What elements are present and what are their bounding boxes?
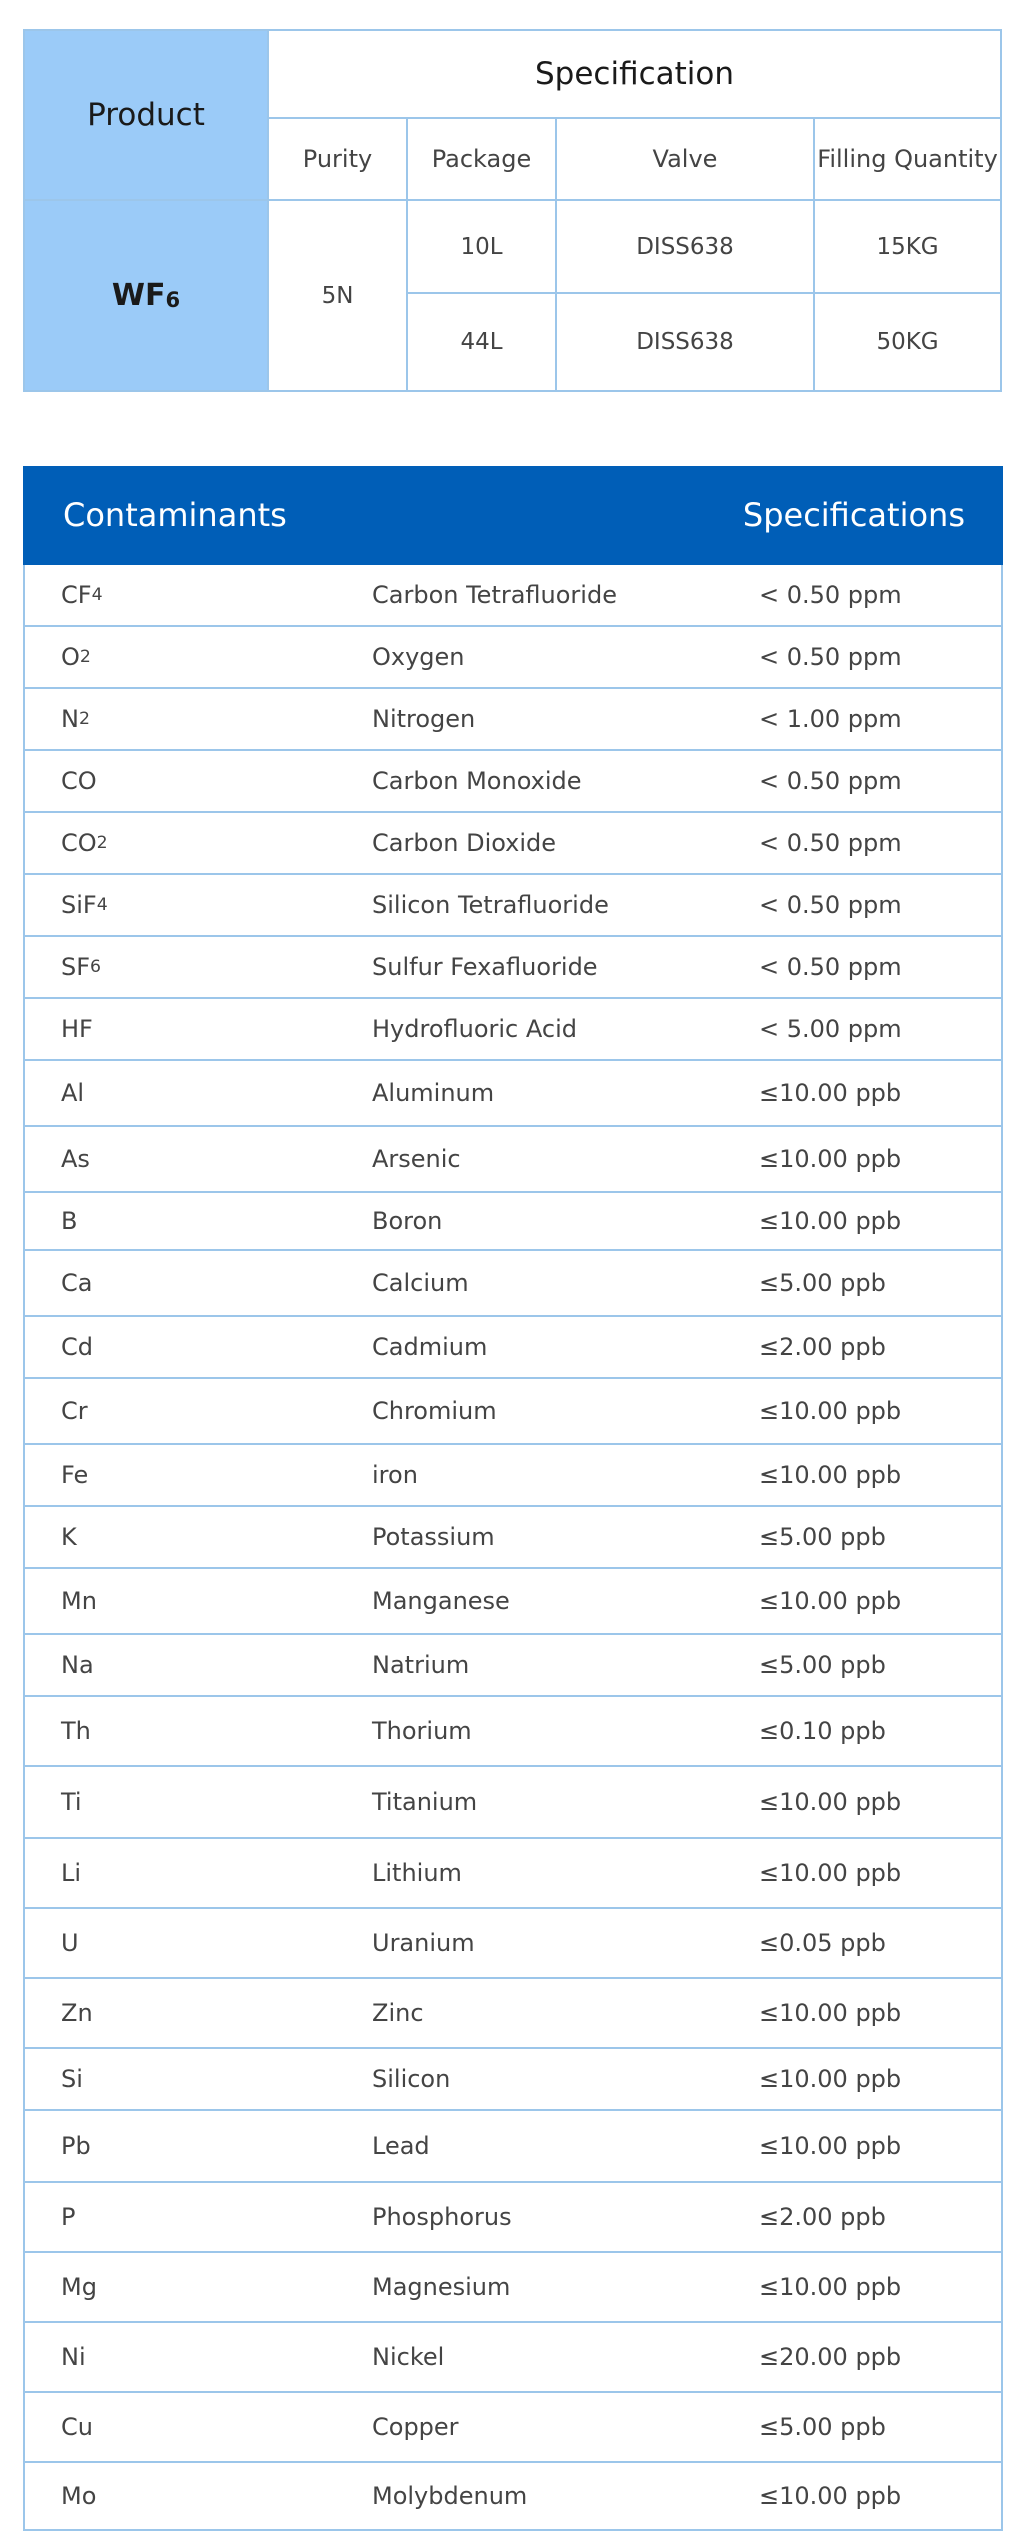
- contaminant-symbol: Ca: [61, 1269, 93, 1297]
- contaminant-symbol: SiF 4: [61, 891, 108, 919]
- product-spec-table: [23, 29, 1002, 392]
- contaminant-spec: ≤10.00 ppb: [759, 1397, 902, 1425]
- contaminant-spec: ≤10.00 ppb: [759, 1999, 902, 2027]
- contaminants-table-header: [23, 466, 1003, 565]
- contaminant-name: Phosphorus: [372, 2203, 512, 2231]
- contaminant-spec: < 5.00 ppm: [759, 1015, 902, 1043]
- contaminant-spec: ≤0.05 ppb: [759, 1929, 886, 1957]
- contaminant-spec: ≤10.00 ppb: [759, 2065, 902, 2093]
- contaminant-symbol: Cd: [61, 1333, 93, 1361]
- contaminant-name: Boron: [372, 1207, 443, 1235]
- table-row: [25, 689, 1001, 751]
- contaminants-header-label: Contaminants: [63, 496, 287, 534]
- product-name-cell: [24, 200, 268, 391]
- product-header-cell: [24, 30, 268, 200]
- contaminant-symbol: Cr: [61, 1397, 88, 1425]
- contaminant-spec: ≤5.00 ppb: [759, 1523, 886, 1551]
- contaminant-symbol: SF 6: [61, 953, 102, 981]
- contaminant-spec: < 0.50 ppm: [759, 829, 902, 857]
- package-cell: 10L: [407, 200, 556, 293]
- contaminant-spec: ≤10.00 ppb: [759, 1461, 902, 1489]
- contaminant-spec: ≤10.00 ppb: [759, 1079, 902, 1107]
- contaminant-name: Manganese: [372, 1587, 510, 1615]
- table-row: [25, 1445, 1001, 1507]
- table-row: [25, 875, 1001, 937]
- contaminant-name: Carbon Monoxide: [372, 767, 582, 795]
- valve-cell: DISS638: [556, 200, 814, 293]
- table-row: [25, 1379, 1001, 1445]
- contaminant-name: Nickel: [372, 2343, 445, 2371]
- contaminant-symbol: Zn: [61, 1999, 93, 2027]
- contaminant-name: Nitrogen: [372, 705, 476, 733]
- contaminant-symbol: P: [61, 2203, 76, 2231]
- contaminant-symbol: Th: [61, 1717, 91, 1745]
- contaminant-symbol: Mn: [61, 1587, 97, 1615]
- contaminant-symbol: Mo: [61, 2482, 97, 2510]
- contaminant-symbol: Si: [61, 2065, 83, 2093]
- contaminant-name: Chromium: [372, 1397, 497, 1425]
- contaminant-name: Oxygen: [372, 643, 465, 671]
- contaminant-spec: ≤5.00 ppb: [759, 1269, 886, 1297]
- package-column-header: Package: [407, 118, 556, 200]
- contaminant-symbol: K: [61, 1523, 77, 1551]
- table-row: [25, 627, 1001, 689]
- filling-quantity-cell: 50KG: [814, 293, 1001, 391]
- table-row: [25, 1127, 1001, 1193]
- contaminant-symbol: Mg: [61, 2273, 97, 2301]
- table-row: [25, 2111, 1001, 2183]
- contaminant-name: Zinc: [372, 1999, 424, 2027]
- contaminant-name: Uranium: [372, 1929, 475, 1957]
- contaminant-spec: < 0.50 ppm: [759, 581, 902, 609]
- contaminant-spec: < 0.50 ppm: [759, 953, 902, 981]
- contaminant-spec: ≤10.00 ppb: [759, 1587, 902, 1615]
- specifications-header-label: Specifications: [742, 496, 965, 534]
- contaminant-name: Arsenic: [372, 1145, 461, 1173]
- contaminant-symbol: Cu: [61, 2413, 93, 2441]
- contaminant-name: Sulfur Fexafluoride: [372, 953, 598, 981]
- contaminant-name: Cadmium: [372, 1333, 488, 1361]
- contaminant-spec: < 0.50 ppm: [759, 767, 902, 795]
- table-row: [25, 1251, 1001, 1317]
- contaminant-spec: < 0.50 ppm: [759, 643, 902, 671]
- contaminant-name: Silicon Tetrafluoride: [372, 891, 609, 919]
- filling-quantity-cell: 15KG: [814, 200, 1001, 293]
- contaminant-name: Natrium: [372, 1651, 470, 1679]
- contaminant-name: Lead: [372, 2132, 430, 2160]
- table-row: [25, 2253, 1001, 2323]
- contaminant-symbol: Fe: [61, 1461, 89, 1489]
- product-name: $WF_6$: [111, 278, 181, 313]
- contaminant-spec: < 0.50 ppm: [759, 891, 902, 919]
- contaminant-spec: ≤5.00 ppb: [759, 2413, 886, 2441]
- contaminant-name: Magnesium: [372, 2273, 511, 2301]
- table-row: [25, 813, 1001, 875]
- contaminant-name: Copper: [372, 2413, 459, 2441]
- contaminant-name: Potassium: [372, 1523, 495, 1551]
- purity-cell: 5N: [268, 200, 407, 391]
- contaminant-spec: ≤5.00 ppb: [759, 1651, 886, 1679]
- contaminant-symbol: Al: [61, 1079, 85, 1107]
- contaminant-spec: < 1.00 ppm: [759, 705, 902, 733]
- contaminant-symbol: CF 4: [61, 581, 103, 609]
- table-row: [25, 2049, 1001, 2111]
- contaminant-name: Molybdenum: [372, 2482, 528, 2510]
- table-row: [25, 565, 1001, 627]
- contaminants-table-body: [23, 565, 1003, 2531]
- table-row: [25, 1697, 1001, 1767]
- contaminants-table: [23, 466, 1003, 2531]
- contaminant-name: Hydrofluoric Acid: [372, 1015, 577, 1043]
- table-row: [25, 2323, 1001, 2393]
- table-row: [25, 1635, 1001, 1697]
- filling-quantity-column-header: Filling Quantity: [814, 118, 1001, 200]
- contaminant-name: Calcium: [372, 1269, 469, 1297]
- specification-header-cell: [268, 30, 1001, 118]
- table-row: [25, 937, 1001, 999]
- contaminant-name: Silicon: [372, 2065, 451, 2093]
- contaminant-spec: ≤2.00 ppb: [759, 1333, 886, 1361]
- contaminant-symbol: CO 2: [61, 829, 108, 857]
- contaminant-spec: ≤10.00 ppb: [759, 1788, 902, 1816]
- contaminant-name: Titanium: [372, 1788, 478, 1816]
- table-row: [25, 2393, 1001, 2463]
- table-row: [25, 1979, 1001, 2049]
- table-row: [25, 1061, 1001, 1127]
- contaminant-symbol: N 2: [61, 705, 90, 733]
- contaminant-symbol: Pb: [61, 2132, 91, 2160]
- table-row: [25, 1569, 1001, 1635]
- contaminant-spec: ≤10.00 ppb: [759, 2273, 902, 2301]
- table-row: [25, 1507, 1001, 1569]
- table-row: [25, 1193, 1001, 1251]
- contaminant-name: Carbon Tetrafluoride: [372, 581, 617, 609]
- table-row: [25, 1767, 1001, 1839]
- contaminant-name: Lithium: [372, 1859, 462, 1887]
- contaminant-symbol: CO: [61, 767, 97, 795]
- product-header: Product: [87, 97, 205, 133]
- contaminant-spec: ≤10.00 ppb: [759, 1145, 902, 1173]
- contaminant-symbol: HF: [61, 1015, 93, 1043]
- contaminant-spec: ≤10.00 ppb: [759, 1207, 902, 1235]
- package-cell: 44L: [407, 293, 556, 391]
- contaminant-spec: ≤0.10 ppb: [759, 1717, 886, 1745]
- table-row: [25, 1909, 1001, 1979]
- contaminant-name: iron: [372, 1461, 418, 1489]
- contaminant-name: Aluminum: [372, 1079, 495, 1107]
- contaminant-spec: ≤2.00 ppb: [759, 2203, 886, 2231]
- table-row: [25, 999, 1001, 1061]
- table-row: [25, 1317, 1001, 1379]
- valve-cell: DISS638: [556, 293, 814, 391]
- table-row: [25, 1839, 1001, 1909]
- contaminant-symbol: Ti: [61, 1788, 82, 1816]
- table-row: [25, 2463, 1001, 2531]
- contaminant-spec: ≤10.00 ppb: [759, 2132, 902, 2160]
- contaminant-name: Thorium: [372, 1717, 472, 1745]
- purity-column-header: Purity: [268, 118, 407, 200]
- contaminant-name: Carbon Dioxide: [372, 829, 557, 857]
- valve-column-header: Valve: [556, 118, 814, 200]
- contaminant-symbol: B: [61, 1207, 78, 1235]
- contaminant-symbol: O 2: [61, 643, 91, 671]
- contaminant-symbol: U: [61, 1929, 79, 1957]
- specification-header: Specification: [535, 56, 735, 92]
- contaminant-symbol: Ni: [61, 2343, 86, 2371]
- contaminant-symbol: As: [61, 1145, 90, 1173]
- table-row: [25, 751, 1001, 813]
- contaminant-spec: ≤10.00 ppb: [759, 2482, 902, 2510]
- table-row: [25, 2183, 1001, 2253]
- contaminant-spec: ≤20.00 ppb: [759, 2343, 902, 2371]
- contaminant-symbol: Na: [61, 1651, 94, 1679]
- contaminant-symbol: Li: [61, 1859, 82, 1887]
- contaminant-spec: ≤10.00 ppb: [759, 1859, 902, 1887]
